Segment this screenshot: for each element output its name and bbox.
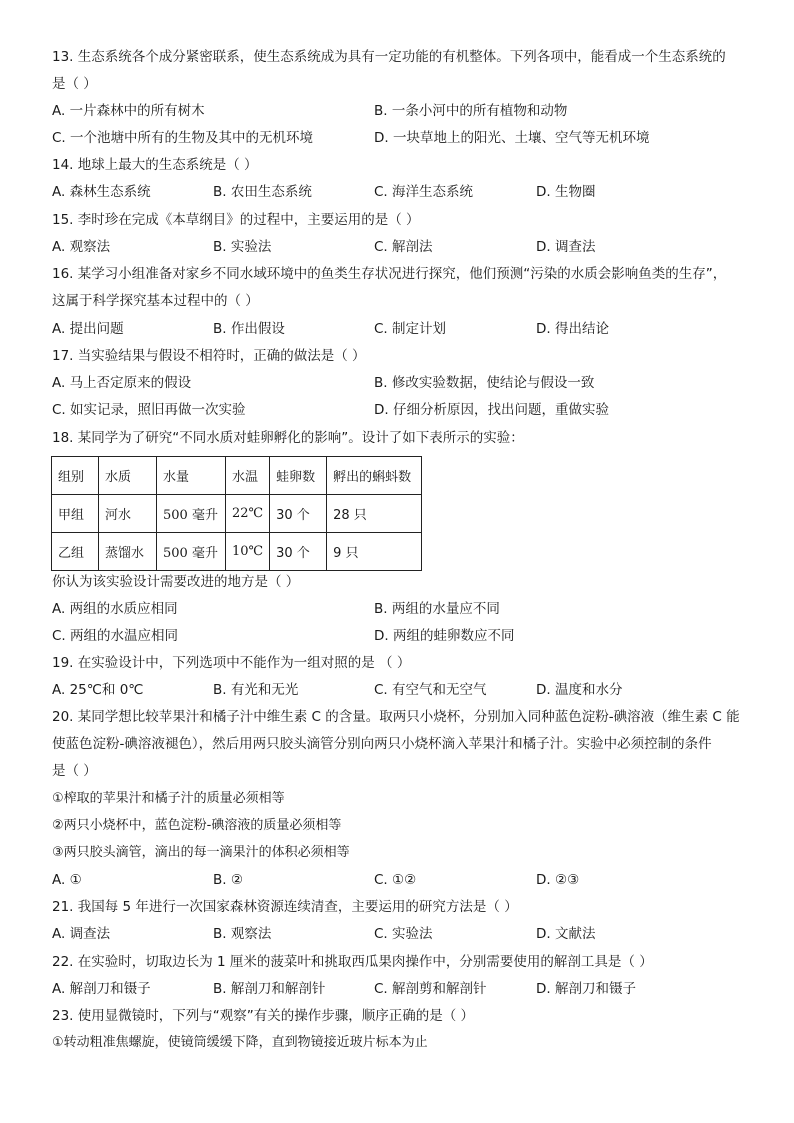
q18-followup: 你认为该实验设计需要改进的地方是（ ） [52, 574, 300, 590]
q22-option-a[interactable]: A. 解剖刀和镊子 [52, 981, 151, 997]
q18-option-c[interactable]: C. 两组的水温应相同 [52, 628, 179, 644]
table-cell: 10℃ [226, 533, 270, 571]
q17-options-row1 [52, 374, 752, 392]
q19-stem: 19. 在实验设计中，下列选项中不能作为一组对照的是 （ ） [52, 655, 411, 671]
q18-options-row2 [52, 627, 752, 645]
q21-option-c[interactable]: C. 实验法 [374, 926, 433, 942]
q13-option-b[interactable]: B. 一条小河中的所有植物和动物 [374, 103, 568, 119]
q13-stem-cont: 是（ ） [52, 76, 97, 92]
q20-option-a[interactable]: A. ① [52, 872, 82, 888]
table-header-cell: 蛙卵数 [270, 457, 327, 495]
q15-options [52, 238, 752, 256]
q20-stem-cont-2: 是（ ） [52, 763, 97, 779]
q16-stem-cont: 这属于科学探究基本过程中的（ ） [52, 293, 259, 309]
q13-options-row1 [52, 102, 752, 120]
table-cell: 蒸馏水 [99, 533, 157, 571]
q16-option-c[interactable]: C. 制定计划 [374, 321, 447, 337]
q19-options [52, 681, 752, 699]
q18-option-a[interactable]: A. 两组的水质应相同 [52, 601, 178, 617]
table-header-cell: 孵出的蝌蚪数 [327, 457, 422, 495]
q13-option-c[interactable]: C. 一个池塘中所有的生物及其中的无机环境 [52, 130, 314, 146]
experiment-table [51, 456, 422, 571]
q13-option-a[interactable]: A. 一片森林中的所有树木 [52, 103, 205, 119]
q20-stem: 20. 某同学想比较苹果汁和橘子汁中维生素 C 的含量。取两只小烧杯，分别加入同种蓝色淀粉-碘溶液（维生素 C 能 [52, 709, 740, 725]
q18-option-b[interactable]: B. 两组的水量应不同 [374, 601, 500, 617]
q22-stem: 22. 在实验时，切取边长为 1 厘米的菠菜叶和挑取西瓜果肉操作中，分别需要使用的解剖工具是（ ） [52, 954, 653, 970]
q22-options [52, 980, 752, 998]
q18-stem: 18. 某同学为了研究“不同水质对蛙卵孵化的影响”。设计了如下表所示的实验： [52, 430, 524, 446]
q20-option-c[interactable]: C. ①② [374, 872, 417, 888]
q21-stem: 21. 我国每 5 年进行一次国家森林资源连续清查，主要运用的研究方法是（ ） [52, 899, 518, 915]
q13-option-d[interactable]: D. 一块草地上的阳光、土壤、空气等无机环境 [374, 130, 650, 146]
table-cell: 28 只 [327, 495, 422, 533]
table-header-row [52, 457, 422, 495]
q22-option-c[interactable]: C. 解剖剪和解剖针 [374, 981, 487, 997]
q20-option-d[interactable]: D. ②③ [536, 872, 580, 888]
q19-option-c[interactable]: C. 有空气和无空气 [374, 682, 487, 698]
q14-options [52, 183, 752, 201]
q16-options [52, 320, 752, 338]
q15-option-d[interactable]: D. 调查法 [536, 239, 596, 255]
q17-option-a[interactable]: A. 马上否定原来的假设 [52, 375, 192, 391]
q15-stem: 15. 李时珍在完成《本草纲目》的过程中，主要运用的是（ ） [52, 212, 420, 228]
table-cell: 9 只 [327, 533, 422, 571]
table-header-cell: 水量 [157, 457, 226, 495]
q21-options [52, 925, 752, 943]
q17-option-c[interactable]: C. 如实记录，照旧再做一次实验 [52, 402, 246, 418]
q20-statement-1: ①榨取的苹果汁和橘子汁的质量必须相等 [52, 791, 285, 806]
q15-option-b[interactable]: B. 实验法 [213, 239, 272, 255]
table-cell: 500 毫升 [157, 533, 226, 571]
q21-option-a[interactable]: A. 调查法 [52, 926, 111, 942]
q20-option-b[interactable]: B. ② [213, 872, 243, 888]
table-cell: 30 个 [270, 495, 327, 533]
table-row [52, 533, 422, 571]
table-header-cell: 组别 [52, 457, 99, 495]
q19-option-a[interactable]: A. 25℃和 0℃ [52, 682, 144, 698]
q20-stem-cont: 使蓝色淀粉-碘溶液褪色），然后用两只胶头滴管分别向两只小烧杯滴入苹果汁和橘子汁。实验中必须控制的条件 [52, 736, 712, 752]
table-cell: 乙组 [52, 533, 99, 571]
table-row [52, 495, 422, 533]
q15-option-c[interactable]: C. 解剖法 [374, 239, 433, 255]
table-header-cell: 水质 [99, 457, 157, 495]
table-header-cell: 水温 [226, 457, 270, 495]
q21-option-d[interactable]: D. 文献法 [536, 926, 596, 942]
q20-options [52, 871, 752, 889]
table-cell: 河水 [99, 495, 157, 533]
q14-option-d[interactable]: D. 生物圈 [536, 184, 596, 200]
q23-step-1: ①转动粗准焦螺旋，使镜筒缓缓下降，直到物镜接近玻片标本为止 [52, 1035, 428, 1050]
q23-stem: 23. 使用显微镜时，下列与“观察”有关的操作步骤，顺序正确的是（ ） [52, 1008, 475, 1024]
table-cell: 甲组 [52, 495, 99, 533]
q13-options-row2 [52, 129, 752, 147]
q13-stem: 13. 生态系统各个成分紧密联系，使生态系统成为具有一定功能的有机整体。下列各项中，能看成一个生态系统的 [52, 49, 726, 65]
q17-option-b[interactable]: B. 修改实验数据，使结论与假设一致 [374, 375, 595, 391]
q17-stem: 17. 当实验结果与假设不相符时，正确的做法是（ ） [52, 348, 366, 364]
q20-statement-3: ③两只胶头滴管，滴出的每一滴果汁的体积必须相等 [52, 845, 350, 860]
table-cell: 500 毫升 [157, 495, 226, 533]
table-cell: 30 个 [270, 533, 327, 571]
q14-stem: 14. 地球上最大的生态系统是（ ） [52, 157, 258, 173]
q14-option-a[interactable]: A. 森林生态系统 [52, 184, 151, 200]
q21-option-b[interactable]: B. 观察法 [213, 926, 272, 942]
q20-statement-2: ②两只小烧杯中，蓝色淀粉-碘溶液的质量必须相等 [52, 818, 342, 833]
q19-option-d[interactable]: D. 温度和水分 [536, 682, 623, 698]
q14-option-b[interactable]: B. 农田生态系统 [213, 184, 312, 200]
q16-stem: 16. 某学习小组准备对家乡不同水域环境中的鱼类生存状况进行探究，他们预测“污染的水质会影响鱼类的生存”， [52, 266, 727, 282]
q15-option-a[interactable]: A. 观察法 [52, 239, 111, 255]
table-cell: 22℃ [226, 495, 270, 533]
q22-option-b[interactable]: B. 解剖刀和解剖针 [213, 981, 326, 997]
q19-option-b[interactable]: B. 有光和无光 [213, 682, 299, 698]
q17-options-row2 [52, 401, 752, 419]
q14-option-c[interactable]: C. 海洋生态系统 [374, 184, 474, 200]
q16-option-d[interactable]: D. 得出结论 [536, 321, 609, 337]
q18-option-d[interactable]: D. 两组的蛙卵数应不同 [374, 628, 515, 644]
q18-options-row1 [52, 600, 752, 618]
q17-option-d[interactable]: D. 仔细分析原因，找出问题，重做实验 [374, 402, 609, 418]
q16-option-b[interactable]: B. 作出假设 [213, 321, 285, 337]
q22-option-d[interactable]: D. 解剖刀和镊子 [536, 981, 636, 997]
q16-option-a[interactable]: A. 提出问题 [52, 321, 124, 337]
